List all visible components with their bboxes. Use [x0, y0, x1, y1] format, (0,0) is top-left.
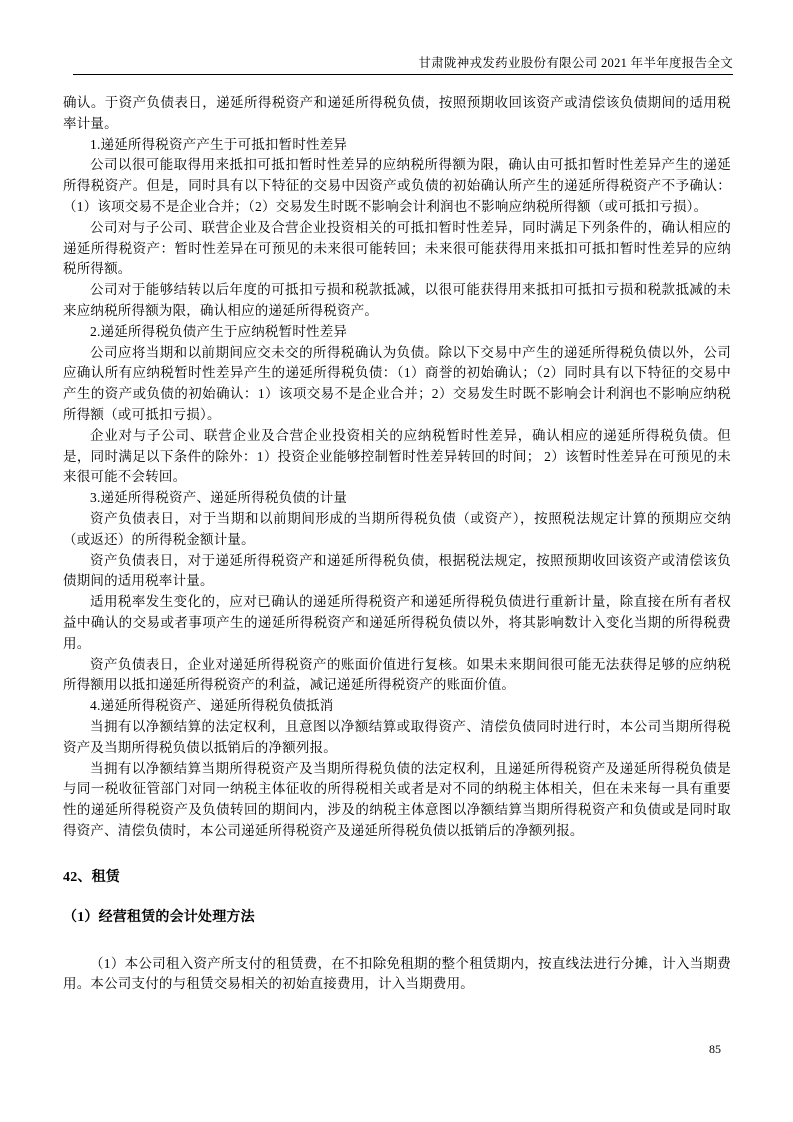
page-header: [73, 55, 733, 75]
paragraph: 公司对与子公司、联营企业及合营企业投资相关的可抵扣暂时性差异，同时满足下列条件的，确认相应的递延所得税资产：暂时性差异在可预见的未来很可能转回；未来很可能获得用来抵扣可抵扣暂时性差异的应纳税所得额。: [63, 219, 731, 277]
paragraph: 公司以很可能取得用来抵扣可抵扣暂时性差异的应纳税所得额为限，确认由可抵扣暂时性差异产生的递延所得税资产。但是，同时具有以下特征的交易中因资产或负债的初始确认所产生的递延所得税资产不予确认：（1）该项交易不是企业合并；（2）交易发生时既不影响会计利润也不影响应纳税所得额（或可抵扣亏损）。: [63, 157, 731, 214]
paragraph: 3.递延所得税资产、递延所得税负债的计量: [90, 490, 348, 506]
paragraph: 4.递延所得税资产、递延所得税负债抵消: [90, 698, 334, 714]
paragraph: 资产负债表日，对于当期和以前期间形成的当期所得税负债（或资产），按照税法规定计算的预期应交纳（或返还）的所得税金额计量。: [63, 510, 731, 547]
subsection-heading: （1）经营租赁的会计处理方法: [63, 909, 255, 925]
paragraph: 公司对于能够结转以后年度的可抵扣亏损和税款抵减，以很可能获得用来抵扣可抵扣亏损和税款抵减的未来应纳税所得额为限，确认相应的递延所得税资产。: [63, 282, 731, 318]
paragraph: 资产负债表日，企业对递延所得税资产的账面价值进行复核。如果未来期间很可能无法获得足够的应纳税所得额用以抵扣递延所得税资产的利益，减记递延所得税资产的账面价值。: [63, 656, 731, 693]
section-heading: 42、租赁: [63, 869, 120, 885]
report-header-title: 甘肃陇神戎发药业股份有限公司 2021 年半年度报告全文: [418, 56, 733, 70]
paragraph: 资产负债表日，对于递延所得税资产和递延所得税负债，根据税法规定，按照预期收回该资产或清偿该负债期间的适用税率计量。: [63, 552, 731, 589]
document-body: [63, 93, 731, 995]
page-number: 85: [709, 1042, 721, 1056]
paragraph: 1.递延所得税资产产生于可抵扣暂时性差异: [90, 136, 348, 152]
paragraph: 适用税率发生变化的，应对已确认的递延所得税资产和递延所得税负债进行重新计量，除直接在所有者权益中确认的交易或者事项产生的递延所得税资产和递延所得税负债以外，将其影响数计入变化当期的所得税费用。: [63, 594, 731, 651]
paragraph: 公司应将当期和以前期间应交未交的所得税确认为负债。除以下交易中产生的递延所得税负债以外，公司应确认所有应纳税暂时性差异产生的递延所得税负债：（1）商誉的初始确认；（2）同时具有以下特征的交易中产生的资产或负债的初始确认：1）该项交易不是企业合并；2）交易发生时既不影响会计利润也不影响应纳税所得额（或可抵扣亏损）。: [63, 344, 731, 422]
paragraph: （1）本公司租入资产所支付的租赁费，在不扣除免租期的整个租赁期内，按直线法进行分摊，计入当期费用。本公司支付的与租赁交易相关的初始直接费用，计入当期费用。: [63, 955, 731, 992]
paragraph: 当拥有以净额结算当期所得税资产及当期所得税负债的法定权利，且递延所得税资产及递延所得税负债是与同一税收征管部门对同一纳税主体征收的所得税相关或者是对不同的纳税主体相关，但在未来每一具有重要性的递延所得税资产及负债转回的期间内，涉及的纳税主体意图以净额结算当期所得税资产和负债或是同时取得资产、清偿负债时，本公司递延所得税资产及递延所得税负债以抵销后的净额列报。: [63, 760, 731, 838]
paragraph: 企业对与子公司、联营企业及合营企业投资相关的应纳税暂时性差异，确认相应的递延所得税负债。但是，同时满足以下条件的除外：1）投资企业能够控制暂时性差异转回的时间； 2）该暂时性差异在可预见的未来很可能不会转回。: [63, 427, 731, 485]
paragraph: 当拥有以净额结算的法定权利，且意图以净额结算或取得资产、清偿负债同时进行时，本公司当期所得税资产及当期所得税负债以抵销后的净额列报。: [63, 718, 731, 755]
paragraph: 确认。于资产负债表日，递延所得税资产和递延所得税负债，按照预期收回该资产或清偿该负债期间的适用税率计量。: [63, 95, 731, 131]
page-footer: [709, 1042, 721, 1056]
paragraph: 2.递延所得税负债产生于应纳税暂时性差异: [90, 323, 348, 339]
